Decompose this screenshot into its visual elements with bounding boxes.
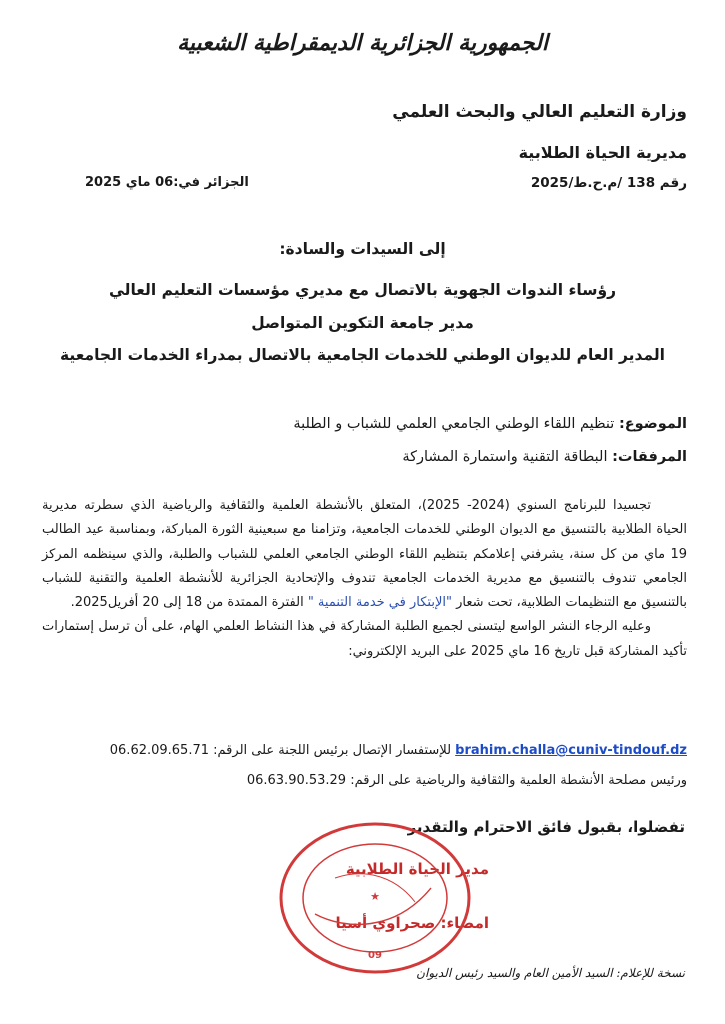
stamp-number: 09 xyxy=(368,950,382,961)
contact-email-link[interactable]: brahim.challa@cuniv-tindouf.dz xyxy=(455,743,687,758)
body-paragraph-1-main: تجسيدا للبرنامج السنوي (2024- 2025)، المتعلق بالأنشطة العلمية والثقافية والرياضية الذي سطرته مديرية الحياة الطلابية بالتنسيق مع الديوان الوطني للخدمات الجامعية، وتزامنا مع سبعينية الثورة المباركة، وبمناسبة عيد الطالب 19 ماي من كل سنة، يشرفني إعلامكم بتنظيم اللقاء الوطني الجامعي العلمي للشباب والطلبة، والذي سينظمه المركز الجامعي تندوف بالتنسيق مع مديرية الخدمات الجامعية تندوف والإتحادية الجزائرية للأنشطة العلمية والتقنية للشباب بالتنسيق مع التنظيمات الطلابية، تحت شعار xyxy=(42,498,687,611)
signatory-title: مدير الحياة الطلابية xyxy=(345,860,489,878)
attachments-line xyxy=(402,449,687,465)
attachments-text: البطاقة التقنية واستمارة المشاركة xyxy=(402,449,613,465)
attachments-label: المرفقات: xyxy=(612,449,687,465)
subject-line xyxy=(293,416,687,432)
svg-text:★: ★ xyxy=(370,890,380,903)
closing-formula: تفضلوا، بقبول فائق الاحترام والتقدير xyxy=(407,818,685,836)
stamp-seal-graphic xyxy=(275,818,475,978)
addressee-line-2: مدير جامعة التكوين المتواصل xyxy=(251,314,474,332)
reference-number: رقم 138 /م.ح.ط/2025 xyxy=(530,175,687,191)
addressee-greeting: إلى السيدات والسادة: xyxy=(279,240,446,258)
ministry-name: وزارة التعليم العالي والبحث العلمي xyxy=(392,102,687,122)
event-slogan: "الإبتكار في خدمة التنمية " xyxy=(307,595,452,611)
subject-text: تنظيم اللقاء الوطني الجامعي العلمي للشباب و الطلبة xyxy=(293,416,619,432)
copy-for-information: نسخة للإعلام: السيد الأمين العام والسيد رئيس الديوان xyxy=(416,966,685,980)
directorate-name: مديرية الحياة الطلابية xyxy=(518,143,687,162)
addressee-line-1: رؤساء الندوات الجهوية بالاتصال مع مديري مؤسسات التعليم العالي xyxy=(108,281,617,299)
signatory-name: امضاء: صحراوي أسيا xyxy=(335,914,489,932)
body-text xyxy=(42,494,687,664)
body-paragraph-1-period: الفترة الممتدة من 18 إلى 20 أفريل2025. xyxy=(70,595,308,611)
republic-heading: الجمهورية الجزائرية الديمقراطية الشعبية xyxy=(177,30,548,56)
subject-label: الموضوع: xyxy=(618,416,687,432)
letter-date: الجزائر في:06 ماي 2025 xyxy=(85,175,249,190)
addressee-line-3: المدير العام للديوان الوطني للخدمات الجامعية بالاتصال بمدراء الخدمات الجامعية xyxy=(60,346,665,364)
body-paragraph-1 xyxy=(42,494,687,615)
body-paragraph-2: وعليه الرجاء النشر الواسع ليتسنى لجميع الطلبة المشاركة في هذا النشاط العلمي الهام، على أن ترسل إستمارات تأكيد المشاركة قبل تاريخ 16 ماي 2025 على البريد الإلكتروني: xyxy=(42,619,687,659)
contact-line-1 xyxy=(110,743,687,758)
contact-line-2: ورئيس مصلحة الأنشطة العلمية والثقافية والرياضية على الرقم: 06.63.90.53.29 xyxy=(246,773,687,788)
contact-phone-1: للإستفسار الإتصال برئيس اللجنة على الرقم: 06.62.09.65.71 xyxy=(109,743,456,758)
official-stamp xyxy=(275,818,475,978)
